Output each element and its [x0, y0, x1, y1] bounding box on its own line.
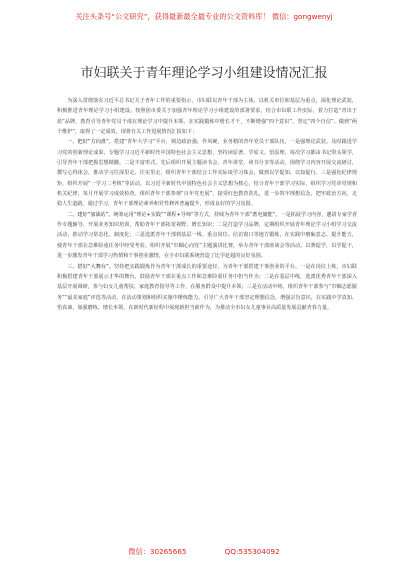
footer-qq: QQ:535304092 — [224, 547, 280, 556]
document-title: 市妇联关于青年理论学习小组建设情况汇报 — [80, 66, 328, 81]
footer-wechat: 微信：30265665 — [128, 547, 187, 556]
paragraph-text: 为深入贯彻落实习近平总书记关于青年工作的重要指示，市妇联以青年干部为主体，以机关单位和基层为重点，深化理论武装，积极推进青年理论学习小组建设。按照团市委关于加强青年理论学习小组建设的部署要求，结合市妇联工作实际，着力打造“青出于蓝”品牌，教育引导青年党员干部在理论学习中提升本领、在实践锻炼中增长才干，不断增强“四个意识”、坚定“四个自信”、做到“两个维护”，取得了一定成效。现将有关工作进展情况汇报如下： — [57, 98, 357, 136]
section-paragraph-2 — [57, 210, 357, 262]
section-paragraph-1 — [57, 137, 357, 209]
intro-paragraph — [57, 96, 357, 137]
section-heading: 三、搭好“大舞台”。 — [67, 263, 114, 270]
paragraph-text: 统筹运用“理论+实践”“课程+导师”等方式，持续为青年干部“蓄电储能”。一是拓展学习内容，邀请专家学者作专题辅导，开展业务知识培训，帮助青年干部拓宽视野、增长知识；二是打造学习品牌，定期组织开展青年理论学习小组学习交流活动，推动学习常态化、制度化；三是选派青年干部到基层一线、重点岗位、信访窗口等地方锻炼，在实践中磨砺意志、提升能力，使青年干部在急难险重任务中经受考验。组织开展“巾帼心向党”主题演讲比赛，举办青年干部座谈会等活动。以赛促学，以学促干，进一步激发青年干部学习热情和干事创业激情，在全市妇联系统营造了比学赶超的良好氛围。 — [57, 211, 357, 260]
section-heading: 一、把好“方向盘”。 — [67, 139, 114, 146]
paragraph-text: 搭建“青年大学习”平台，锁边政治强，作风硬，业务精的青年党员干部队伍，一是强理论武装。及时跟进学习党的创新理论成果，专题学习习近平新时代中国特色社会主义思想，坚持读原著、学原文、悟原理，每次学习都由书记带头领学，引导青年干部把握思想精髓。二是丰富形式。先后组织开展主题读书会、青年讲堂、读书分享等活动，围绕学习内容开展交流研讨，撰写心得体会，推动学习往深里走、往实里走，组织青年干部结合工作实际谈学习体会，做到以学促知、以知促行。三是强化纪律规矩，组织开展“一学习二考核”等活动，以习近平新时代中国特色社会主义思想为核心，结合青年干部学习实际，组织学习党章党规和机关纪律，每月开展学习成效检查。组织青年干部参观“百年党史展”，接受红色教育洗礼，进一步筑牢理想信念，把牢政治方向，走稳人生道路。通过学习，青年干部理论素养和党性修养普遍提升，形成良好的学习氛围。 — [57, 139, 357, 208]
promo-banner: 关注头条号“公文研究”，获得最新最全最专业的公文资料库！ 微信：gongwenyj — [75, 12, 333, 21]
document-body — [57, 96, 357, 313]
contact-footer — [0, 547, 408, 557]
section-heading: 二、建好“加油站”。 — [67, 211, 114, 218]
paragraph-text: 坚持把实践锻炼作为青年干部成长的重要途径，为青年干部搭建干事创业的平台。一是在岗位上练，市妇联积极搭建青年干部展示才华的舞台，鼓励青年干部在重点工作和急难险重任务中担当作为；二是在基层中练，选派优秀青年干部深入基层开展调研，参与妇女儿童帮扶、家庭教育指导等工作，在服务群众中提升本领；三是在活动中练，组织青年干部参与“巾帼志愿服务”“最美家庭”评选等活动，在活动策划和组织实施中锤炼能力。引导广大青年干部坚定理想信念，增强宗旨意识，在实践中学真知、悟真谛，加强磨练、增长本领，在新时代新征程中展现新担当新作为，为推动全市妇女儿童事业高质量发展贡献青春力量。 — [57, 263, 357, 311]
section-paragraph-3 — [57, 262, 357, 314]
